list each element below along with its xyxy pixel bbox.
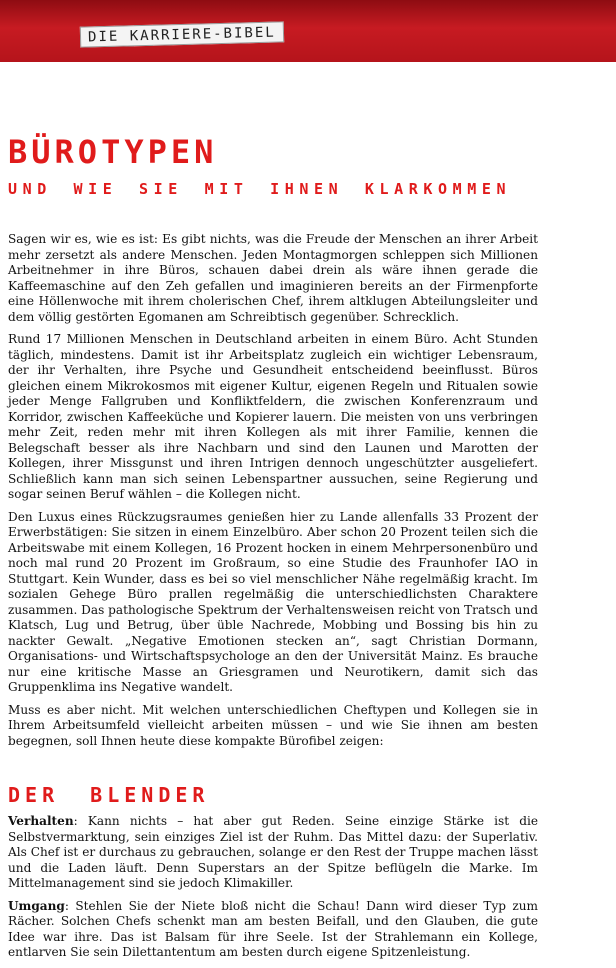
header-band <box>0 0 616 62</box>
article-body <box>8 232 538 756</box>
paragraph: Muss es aber nicht. Mit welchen unterschiedlichen Cheftypen und Kollegen sie in Ihrem Arbeitsumfeld vielleicht arbeiten müssen – und wie Sie ihnen am besten begegnen, soll Ihnen heute diese kompakte Bürofibel zeigen: <box>8 702 538 748</box>
verhalten-label: Verhalten <box>8 814 74 828</box>
umgang-label: Umgang <box>8 898 65 913</box>
section-heading: DER BLENDER <box>8 783 210 807</box>
umgang-text: : Stehlen Sie der Niete bloß nicht die Schau! Dann wird dieser Typ zum Rächer. Solchen Chefs schenkt man am besten Beifall, und den Glauben, die gute Idee war ihre. Das ist Balsam für ihre Seele. Ist der Strahlemann ein Kollege, entlarven Sie sein Dilettantentum am besten durch eigene Spitzenleistung. <box>8 898 538 959</box>
page-title: BÜROTYPEN <box>8 133 218 171</box>
umgang-paragraph <box>8 899 538 961</box>
brand-logo[interactable]: DIE KARRIERE-BIBEL <box>80 21 284 47</box>
paragraph: Rund 17 Millionen Menschen in Deutschland arbeiten in einem Büro. Acht Stunden täglich, mindestens. Damit ist ihr Arbeitsplatz zugleich ein wichtiger Lebensraum, der ihr Verhalten, ihre Psyche und Gesundheit entscheidend beeinflusst. Büros gleichen einem Mikrokosmos mit eigener Kultur, eigenen Regeln und Ritualen sowie jeder Menge Fallgruben und Konfliktfeldern, die zwischen Konferenzraum und Korridor, zwischen Kaffeeküche und Kopierer lauern. Die meisten von uns verbringen mehr Zeit, reden mehr mit ihren Kollegen als mit ihrer Familie, kennen die Belegschaft besser als ihre Nachbarn und sind den Launen und Marotten der Kollegen, ihrer Missgunst und ihren Intrigen dennoch ungeschützter ausgeliefert. Schließlich kann man sich seinen Lebenspartner aussuchen, seine Regierung und sogar seinen Beruf wählen – die Kollegen nicht. <box>8 332 538 501</box>
paragraph: Den Luxus eines Rückzugsraumes genießen hier zu Lande allenfalls 33 Prozent der Erwerbstätigen: Sie sitzen in einem Einzelbüro. Aber schon 20 Prozent teilen sich die Arbeitswabe mit einem Kollegen, 16 Prozent hocken in einem Mehrpersonenbüro und noch mal rund 20 Prozent im Großraum, so eine Studie des Fraunhofer IAO in Stuttgart. Kein Wunder, dass es bei so viel menschlicher Nähe regelmäßig kracht. Im sozialen Gehege Büro prallen regelmäßig die unterschiedlichsten Charaktere zusammen. Das pathologische Spektrum der Verhaltensweisen reicht von Tratsch und Klatsch, Lug und Betrug, über üble Nachrede, Mobbing und Bossing bis hin zu nackter Gewalt. „Negative Emotionen stecken an“, sagt Christian Dormann, Organisations- und Wirtschaftspsychologe an den der Universität Mainz. Es brauche nur eine kritische Masse an Griesgramen und Neurotikern, damit sich das Gruppenklima ins Negative wandelt. <box>8 509 538 694</box>
verhalten-paragraph <box>8 814 538 892</box>
paragraph: Sagen wir es, wie es ist: Es gibt nichts, was die Freude der Menschen an ihrer Arbeit mehr zersetzt als andere Menschen. Jeden Montagmorgen schleppen sich Millionen Arbeitnehmer in ihre Büros, schauen dabei drein als wäre ihnen gerade die Kaffeemaschine auf den Zeh gefallen und imaginieren bereits an der Firmenpforte eine Höllenwoche mit ihrem cholerischen Chef, ihrem altklugen Abteilungsleiter und dem völlig gestörten Egomanen am Schreibtisch gegenüber. Schrecklich. <box>8 232 538 324</box>
section-body <box>8 814 538 968</box>
page-subtitle: UND WIE SIE MIT IHNEN KLARKOMMEN <box>8 180 512 198</box>
verhalten-text: : Kann nichts – hat aber gut Reden. Seine einzige Stärke ist die Selbstvermarktung, sein einziges Ziel ist der Ruhm. Das Mittel dazu: der Superlativ. Als Chef ist er durchaus zu gebrauchen, solange er den Rest der Truppe machen lässt und die Laden läuft. Denn Superstars an der Spitze beflügeln die Marke. Im Mittelmanagement sind sie jedoch Klimakiller. <box>8 814 538 890</box>
